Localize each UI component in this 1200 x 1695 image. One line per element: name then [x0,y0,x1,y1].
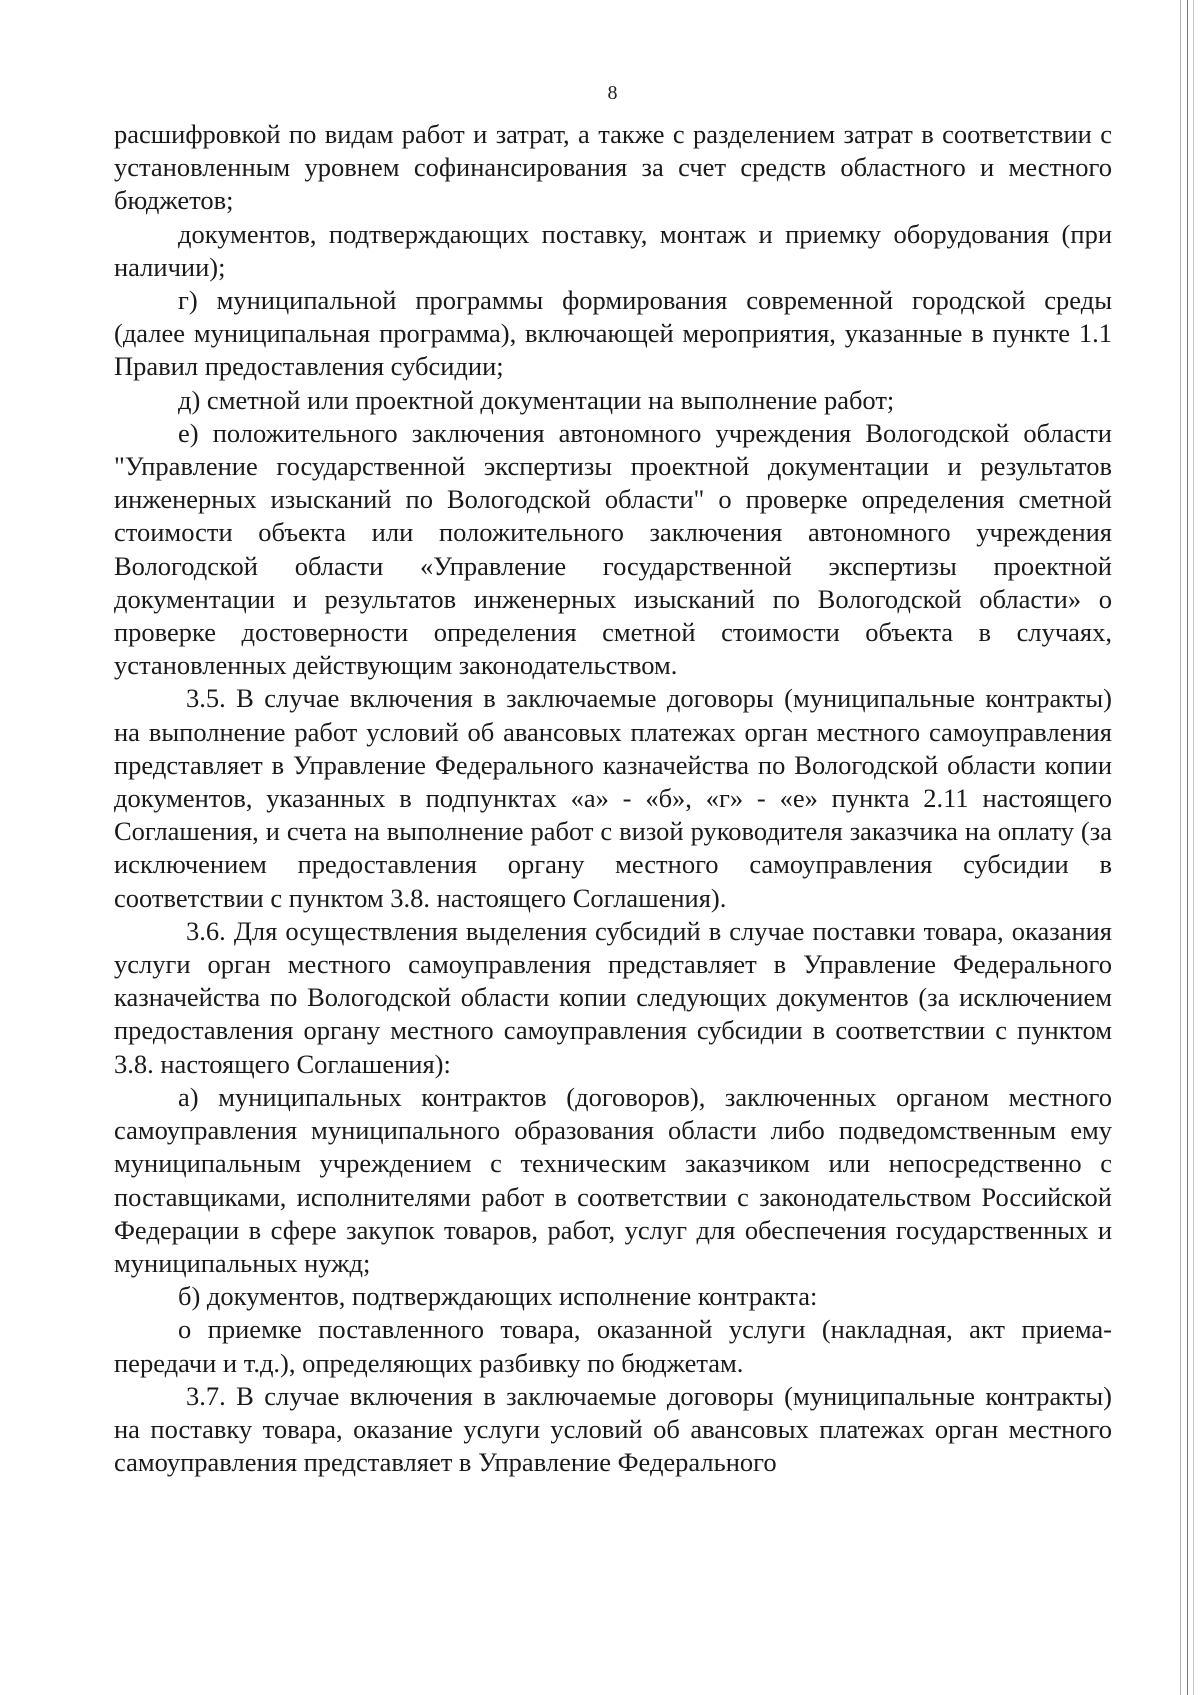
scan-edge-lines [1178,0,1196,1695]
paragraph-item-e: е) положительного заключения автономного учреждения Вологодской области "Управление государственной экспертизы проектной документации и результатов инженерных изысканий по Вологодской области" о проверке определения сметной стоимости объекта или положительного заключения автономного учреждения Вологодской области «Управление государственной экспертизы проектной документации и результатов инженерных изысканий по Вологодской области» о проверке достоверности определения сметной стоимости объекта в случаях, установленных действующим законодательством. [114,417,1112,681]
paragraph-equipment-documents: документов, подтверждающих поставку, монтаж и приемку оборудования (при наличии); [114,218,1112,282]
paragraph-item-g: г) муниципальной программы формирования современной городской среды (далее муниципальная программа), включающей мероприятия, указанные в пункте 1.1 Правил предоставления субсидии; [114,285,1112,382]
paragraph-cost-breakdown: расшифровкой по видам работ и затрат, а также с разделением затрат в соответствии с установленным уровнем софинансирования за счет средств областного и местного бюджетов; [114,119,1112,216]
paragraph-clause-3-6: 3.6. Для осуществления выделения субсидий в случае поставки товара, оказания услуги орган местного самоуправления представляет в Управление Федерального казначейства по Вологодской области копии следующих документов (за исключением предоставления органу местного самоуправления субсидии в соответствии с пунктом 3.8. настоящего Соглашения): [114,915,1112,1079]
paragraph-acceptance-documents: о приемке поставленного товара, оказанной услуги (накладная, акт приема-передачи и т.д.), определяющих разбивку по бюджетам. [114,1314,1112,1378]
paragraph-item-d: д) сметной или проектной документации на выполнение работ; [178,384,895,415]
paragraph-clause-3-7: 3.7. В случае включения в заключаемые договоры (муниципальные контракты) на поставку товара, оказание услуги условий об авансовых платежах орган местного самоуправления представляет в Управление Федерального [114,1380,1112,1478]
paragraph-item-b: б) документов, подтверждающих исполнение контракта: [178,1281,818,1312]
paragraph-clause-3-5: 3.5. В случае включения в заключаемые договоры (муниципальные контракты) на выполнение работ условий об авансовых платежах орган местного самоуправления представляет в Управление Федерального казначейства по Вологодской области копии документов, указанных в подпунктах «а» - «б», «г» - «е» пункта 2.11 настоящего Соглашения, и счета на выполнение работ с визой руководителя заказчика на оплату (за исключением предоставления органу местного самоуправления субсидии в соответствии с пунктом 3.8. настоящего Соглашения). [114,683,1112,913]
paragraph-item-a: а) муниципальных контрактов (договоров), заключенных органом местного самоуправления муниципального образования области либо подведомственным ему муниципальным учреждением с техническим заказчиком или непосредственно с поставщиками, исполнителями работ в соответствии с законодательством Российской Федерации в сфере закупок товаров, работ, услуг для обеспечения государственных и муниципальных нужд; [114,1081,1112,1278]
document-body [114,118,1112,1479]
page-number: 8 [607,82,618,104]
